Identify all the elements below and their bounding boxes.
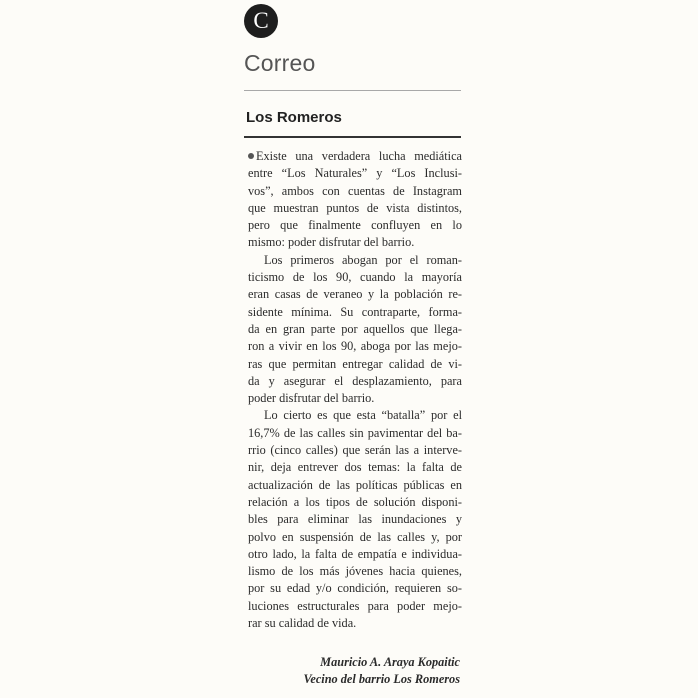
text-line: bles para eliminar las inundaciones y: [248, 512, 462, 527]
bullet-icon: [248, 153, 254, 159]
author-name: Mauricio A. Araya Kopaitic: [320, 655, 460, 669]
text-line: pero que finalmente confluyen en lo: [248, 218, 462, 233]
section-title: Correo: [244, 50, 316, 76]
heading-divider: [244, 136, 461, 138]
text-line: Lo cierto es que esta “batalla” por el: [264, 408, 462, 423]
signature: [304, 654, 460, 688]
author-description: Vecino del barrio Los Romeros: [303, 672, 460, 686]
text-line: Existe una verdadera lucha mediática: [248, 148, 462, 165]
text-line: sidente mínima. Su contraparte, forma-: [248, 304, 462, 319]
section-badge: C: [244, 4, 278, 38]
text-line: ron a vivir en los 90, aboga por las mejo-: [248, 339, 462, 354]
paragraph-1: [248, 148, 462, 252]
text-line: otro lado, la falta de empatía e individua-: [248, 546, 462, 561]
text-line: lismo de los más jóvenes hacia quienes,: [248, 564, 462, 579]
section-divider: [244, 90, 461, 91]
text-line: 16,7% de las calles sin pavimentar del ba-: [248, 425, 462, 440]
text-line: vos”, ambos con cuentas de Instagram: [248, 183, 462, 198]
text-line: rrio (cinco calles) que serán las a interve-: [248, 443, 462, 458]
letter-heading: Los Romeros: [246, 109, 342, 126]
paragraph-3: [248, 407, 462, 632]
text-line: por su edad y/o condición, requieren so-: [248, 581, 462, 596]
text-line: poder disfrutar del barrio.: [248, 391, 375, 406]
text-line: nir, deja entrever dos temas: la falta de: [248, 460, 462, 475]
text-line: relación a los tipos de solución disponi-: [248, 494, 462, 509]
text-line: polvo en suspensión de las calles y, por: [248, 529, 462, 544]
text-line: Los primeros abogan por el roman-: [264, 252, 462, 267]
letter-body: [248, 148, 462, 632]
text-line: da en gran parte por aquellos que llega-: [248, 321, 462, 336]
text-line: rar su calidad de vida.: [248, 616, 357, 631]
text-line: da y asegurar el desplazamiento, para: [248, 373, 462, 388]
text-line: luciones estructurales para poder mejo-: [248, 598, 462, 613]
text-line: actualización de las políticas públicas en: [248, 477, 462, 492]
text-line: ticismo de los 90, cuando la mayoría: [248, 270, 462, 285]
text-line: entre “Los Naturales” y “Los Inclusi-: [248, 166, 462, 181]
paragraph-2: [248, 252, 462, 408]
text-line: que muestran puntos de vista distintos,: [248, 200, 462, 215]
text-line: mismo: poder disfrutar del barrio.: [248, 235, 415, 250]
text-line: ras que permitan entregar calidad de vi-: [248, 356, 462, 371]
text-line: eran casas de veraneo y la población re-: [248, 287, 462, 302]
